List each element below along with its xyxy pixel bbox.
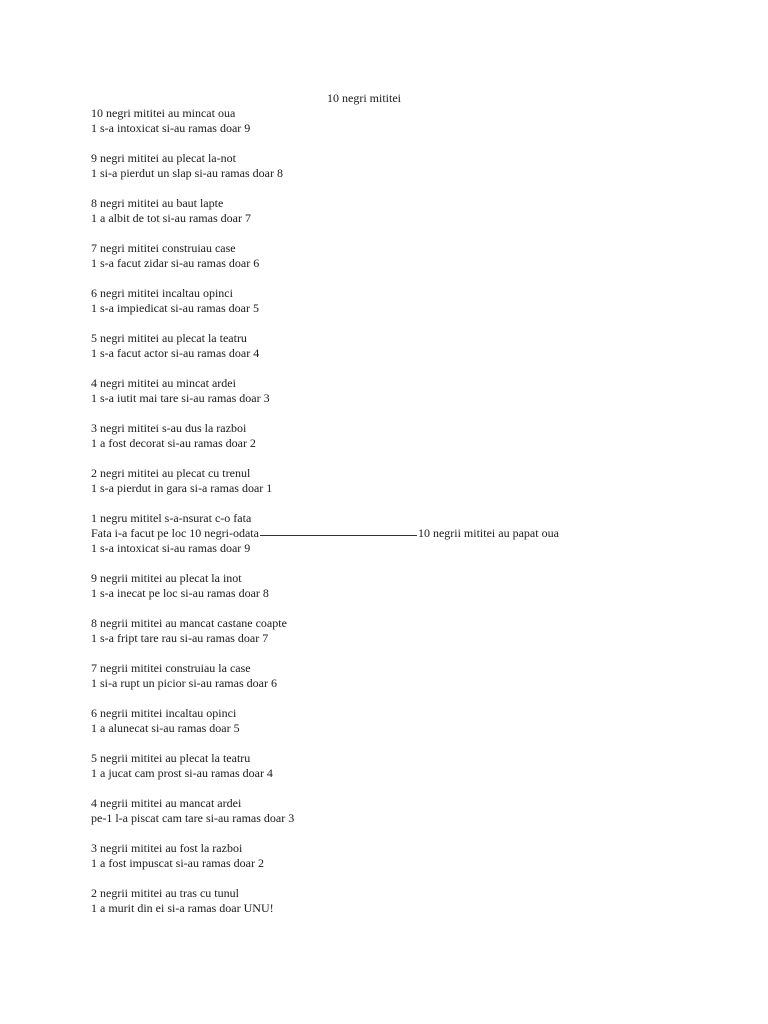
verse-line: 1 s-a iutit mai tare si-au ramas doar 3 <box>91 391 270 405</box>
stanza-gap <box>91 361 711 376</box>
horizontal-rule <box>260 535 417 536</box>
verse-line: 5 negrii mititei au plecat la teatru <box>91 751 251 765</box>
verse-line: 6 negri mititei incaltau opinci <box>91 286 233 300</box>
verse-line: 7 negri mititei construiau case <box>91 241 236 255</box>
verse-line: 1 a jucat cam prost si-au ramas doar 4 <box>91 766 273 780</box>
stanza-gap <box>91 496 711 511</box>
stanza-gap <box>91 601 711 616</box>
verse-line: 1 a alunecat si-au ramas doar 5 <box>91 721 240 735</box>
stanza-gap <box>91 316 711 331</box>
stanza-gap <box>91 871 711 886</box>
verse-line: 1 si-a pierdut un slap si-au ramas doar 8 <box>91 166 283 180</box>
verse-line: 1 s-a fript tare rau si-au ramas doar 7 <box>91 631 269 645</box>
verse-line: 1 a murit din ei si-a ramas doar UNU! <box>91 901 274 915</box>
stanza-gap <box>91 181 711 196</box>
stanza-gap <box>91 826 711 841</box>
verse-line: 8 negri mititei au baut lapte <box>91 196 224 210</box>
verse-line: 1 a fost decorat si-au ramas doar 2 <box>91 436 256 450</box>
verse-line: 10 negri mititei au mincat oua <box>91 106 236 120</box>
stanza-gap <box>91 781 711 796</box>
verse-line: 8 negrii mititei au mancat castane coapte <box>91 616 287 630</box>
verse-line: 5 negri mititei au plecat la teatru <box>91 331 247 345</box>
verse-line: 9 negri mititei au plecat la-not <box>91 151 236 165</box>
bridge-line-2 <box>91 526 711 541</box>
stanza-gap <box>91 736 711 751</box>
bridge-line-3: 1 s-a intoxicat si-au ramas doar 9 <box>91 541 251 555</box>
document-title: 10 negri mititei <box>327 91 401 105</box>
verse-line: 2 negri mititei au plecat cu trenul <box>91 466 251 480</box>
stanza-gap <box>91 916 711 931</box>
verse-line: 1 s-a inecat pe loc si-au ramas doar 8 <box>91 586 269 600</box>
verse-line: pe-1 l-a piscat cam tare si-au ramas doar 3 <box>91 811 295 825</box>
verse-line: 1 s-a pierdut in gara si-a ramas doar 1 <box>91 481 273 495</box>
verse-line: 4 negrii mititei au mancat ardei <box>91 796 242 810</box>
verse-line: 1 s-a impiedicat si-au ramas doar 5 <box>91 301 259 315</box>
verse-line: 9 negrii mititei au plecat la inot <box>91 571 242 585</box>
stanza-gap <box>91 556 711 571</box>
verse-line: 1 a fost impuscat si-au ramas doar 2 <box>91 856 264 870</box>
verse-line: 3 negri mititei s-au dus la razboi <box>91 421 247 435</box>
poem-body <box>91 106 711 931</box>
stanza-gap <box>91 406 711 421</box>
verse-line: 3 negrii mititei au fost la razboi <box>91 841 243 855</box>
verse-line: 1 si-a rupt un picior si-au ramas doar 6 <box>91 676 277 690</box>
verse-line: 6 negrii mititei incaltau opinci <box>91 706 237 720</box>
bridge-line-2-start: Fata i-a facut pe loc 10 negri-odata <box>91 526 259 540</box>
verse-line: 4 negri mititei au mincat ardei <box>91 376 236 390</box>
verse-line: 1 s-a facut zidar si-au ramas doar 6 <box>91 256 260 270</box>
verse-line: 1 s-a intoxicat si-au ramas doar 9 <box>91 121 251 135</box>
verse-line: 1 a albit de tot si-au ramas doar 7 <box>91 211 251 225</box>
verse-group-second <box>91 571 711 931</box>
stanza-gap <box>91 136 711 151</box>
stanza-gap <box>91 271 711 286</box>
verse-group-first <box>91 106 711 511</box>
verse-line: 2 negrii mititei au tras cu tunul <box>91 886 239 900</box>
verse-line: 7 negrii mititei construiau la case <box>91 661 251 675</box>
stanza-gap <box>91 226 711 241</box>
verse-line: 1 s-a facut actor si-au ramas doar 4 <box>91 346 260 360</box>
stanza-gap <box>91 691 711 706</box>
stanza-gap <box>91 646 711 661</box>
stanza-gap <box>91 451 711 466</box>
bridge-line-2-end: 10 negrii mititei au papat oua <box>417 526 559 540</box>
bridge-line-1: 1 negru mititel s-a-nsurat c-o fata <box>91 511 252 525</box>
